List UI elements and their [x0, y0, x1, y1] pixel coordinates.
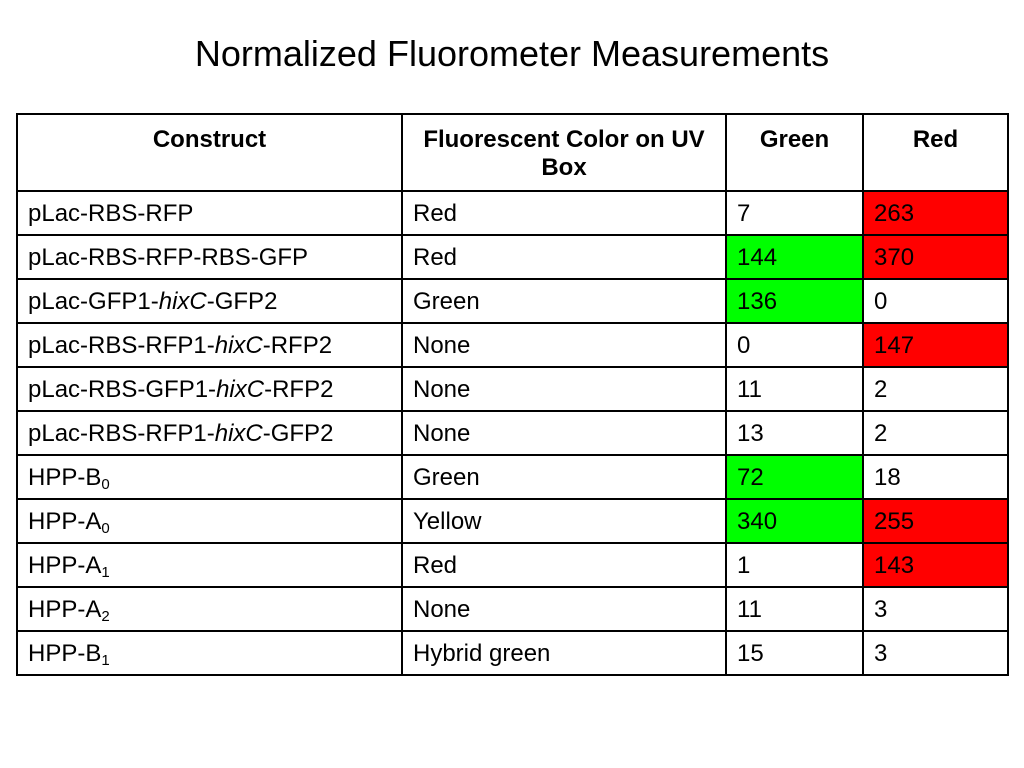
construct-text-part: HPP-A [28, 508, 102, 535]
fluorescent-color-cell: None [402, 323, 726, 367]
construct-cell [17, 411, 402, 455]
fluorescent-color-cell: None [402, 367, 726, 411]
red-value-cell: 3 [863, 631, 1008, 675]
red-value-cell: 370 [863, 235, 1008, 279]
fluorescent-color-cell: None [402, 411, 726, 455]
construct-cell [17, 631, 402, 675]
header-green: Green [726, 114, 863, 191]
construct-subscript: 0 [101, 476, 110, 493]
construct-text-part: -GFP2 [206, 288, 278, 315]
construct-subscript: 1 [101, 564, 110, 581]
construct-subscript: 2 [101, 608, 110, 625]
table-row [17, 499, 1008, 543]
measurements-table [16, 113, 1009, 676]
construct-cell [17, 323, 402, 367]
construct-italic-part: hixC [158, 288, 207, 315]
table-row [17, 367, 1008, 411]
construct-text-part: -RFP2 [264, 376, 334, 403]
construct-italic-part: hixC [214, 420, 263, 447]
construct-cell [17, 367, 402, 411]
green-value-cell: 15 [726, 631, 863, 675]
construct-text-part: HPP-A [28, 596, 102, 623]
fluorescent-color-cell: Red [402, 191, 726, 235]
green-value-cell: 1 [726, 543, 863, 587]
fluorescent-color-cell: Yellow [402, 499, 726, 543]
red-value-cell: 18 [863, 455, 1008, 499]
green-value-cell: 340 [726, 499, 863, 543]
table-body [17, 191, 1008, 675]
table-row [17, 323, 1008, 367]
construct-subscript: 0 [101, 520, 110, 537]
construct-text-part: -GFP2 [262, 420, 334, 447]
construct-text-part: pLac-RBS-GFP1- [28, 376, 217, 403]
table-row [17, 587, 1008, 631]
construct-cell [17, 587, 402, 631]
fluorescent-color-cell: Green [402, 455, 726, 499]
fluorescent-color-cell: Hybrid green [402, 631, 726, 675]
table-header-row [17, 114, 1008, 191]
construct-text-part: pLac-RBS-RFP1- [28, 332, 215, 359]
construct-cell [17, 543, 402, 587]
table-row [17, 631, 1008, 675]
table-row [17, 235, 1008, 279]
construct-text-part: HPP-A [28, 552, 102, 579]
construct-italic-part: hixC [216, 376, 265, 403]
construct-text-part: pLac-RBS-RFP-RBS-GFP [28, 244, 309, 271]
red-value-cell: 2 [863, 411, 1008, 455]
construct-cell [17, 455, 402, 499]
construct-text-part: pLac-RBS-RFP1- [28, 420, 215, 447]
fluorescent-color-cell: Green [402, 279, 726, 323]
green-value-cell: 11 [726, 367, 863, 411]
construct-italic-part: hixC [214, 332, 263, 359]
red-value-cell: 2 [863, 367, 1008, 411]
header-construct: Construct [17, 114, 402, 191]
fluorescent-color-cell: None [402, 587, 726, 631]
construct-cell [17, 235, 402, 279]
red-value-cell: 263 [863, 191, 1008, 235]
construct-text-part: -RFP2 [262, 332, 333, 359]
table-row [17, 455, 1008, 499]
table-row [17, 543, 1008, 587]
table-row [17, 411, 1008, 455]
construct-text-part: HPP-B [28, 464, 102, 491]
construct-text-part: pLac-GFP1- [28, 288, 159, 315]
construct-cell [17, 499, 402, 543]
construct-text-part: pLac-RBS-RFP [28, 200, 194, 227]
fluorescent-color-cell: Red [402, 235, 726, 279]
construct-text-part: HPP-B [28, 640, 102, 667]
green-value-cell: 11 [726, 587, 863, 631]
red-value-cell: 147 [863, 323, 1008, 367]
green-value-cell: 7 [726, 191, 863, 235]
table-row [17, 191, 1008, 235]
header-red: Red [863, 114, 1008, 191]
fluorescent-color-cell: Red [402, 543, 726, 587]
slide-title: Normalized Fluorometer Measurements [194, 33, 830, 74]
green-value-cell: 72 [726, 455, 863, 499]
table-row [17, 279, 1008, 323]
green-value-cell: 144 [726, 235, 863, 279]
red-value-cell: 3 [863, 587, 1008, 631]
construct-subscript: 1 [101, 652, 110, 669]
red-value-cell: 0 [863, 279, 1008, 323]
header-fluorescent-color: Fluorescent Color on UV Box [402, 114, 726, 191]
green-value-cell: 0 [726, 323, 863, 367]
construct-cell [17, 279, 402, 323]
construct-cell [17, 191, 402, 235]
red-value-cell: 255 [863, 499, 1008, 543]
green-value-cell: 136 [726, 279, 863, 323]
red-value-cell: 143 [863, 543, 1008, 587]
green-value-cell: 13 [726, 411, 863, 455]
